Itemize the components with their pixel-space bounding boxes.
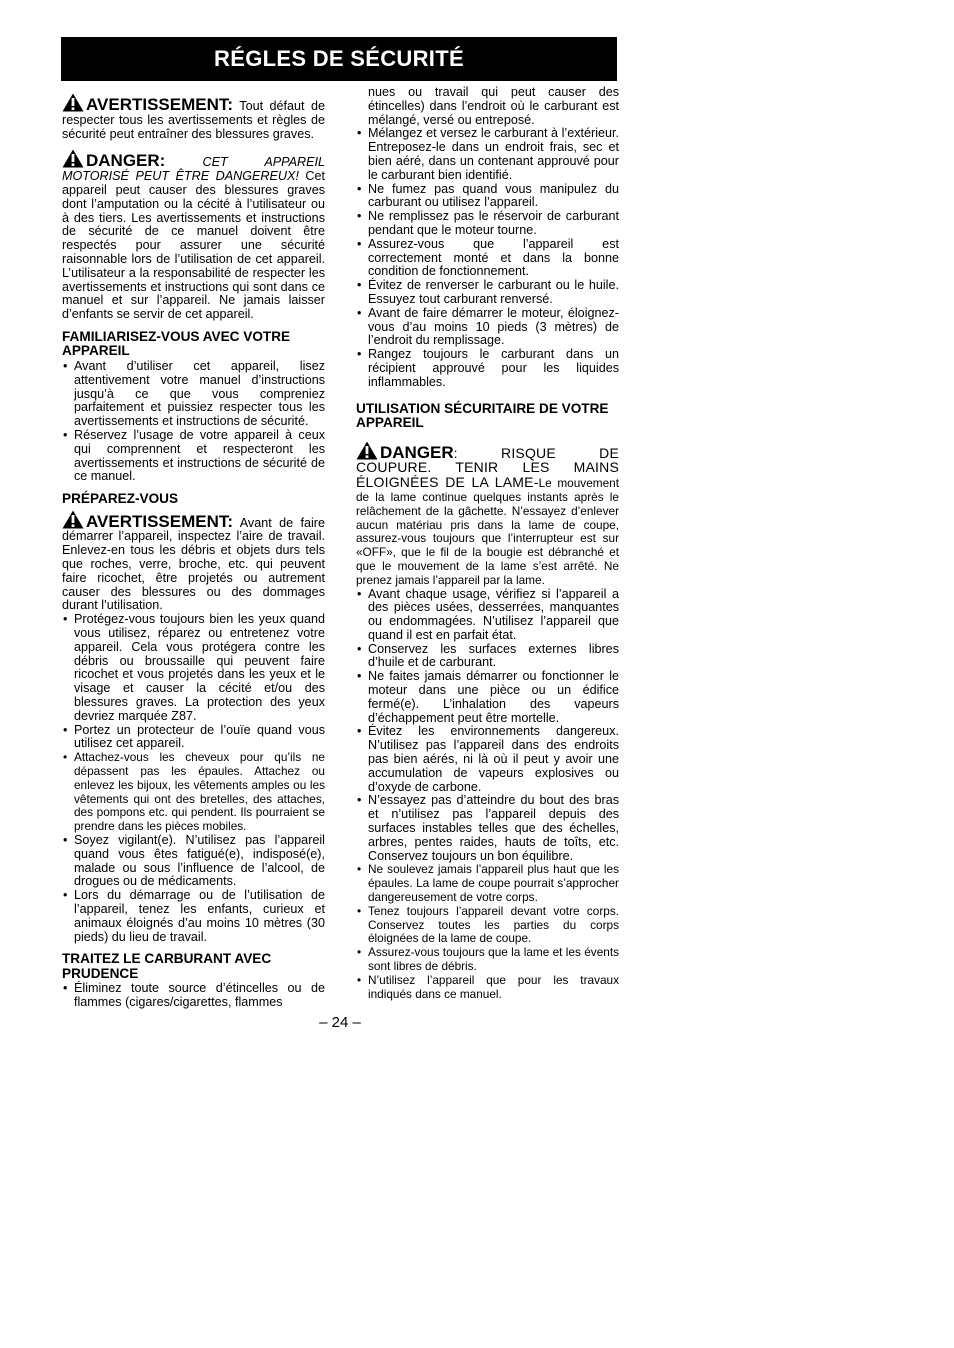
list-item: • Rangez toujours le carburant dans un récipient approuvé pour les liquides inflammables. — [356, 348, 619, 389]
heading-utilisation: UTILISATION SÉCURITAIRE DE VOTRE APPAREIL — [356, 400, 609, 431]
danger-triangle-icon — [356, 441, 378, 460]
list-item: • Avant d’utiliser cet appareil, lisez attentivement votre manuel d’instructions jusqu’à ce que vous compreniez parfaitement et puissiez respecter tous les avertissements et instructions de sécurité. — [62, 360, 325, 429]
list-item: • Ne remplissez pas le réservoir de carburant pendant que le moteur tourne. — [356, 210, 619, 238]
familiarisez-list — [62, 360, 325, 484]
danger-label: DANGER — [380, 442, 454, 462]
page-number: – 24 – — [319, 1014, 361, 1031]
heading-preparez: PRÉPAREZ-VOUS — [62, 491, 179, 507]
list-item: • Mélangez et versez le carburant à l’extérieur. Entreposez-le dans un endroit frais, sec et bien aéré, dans un contenant approuvé pour le carburant bien identifié. — [356, 127, 619, 182]
list-item: • Assurez-vous toujours que la lame et les évents sont libres de débris. — [356, 946, 619, 974]
danger-caps-text: : RISQUE DE COUPURE. TENIR LES MAINS ÉLOIGNÉES DE LA LAME- — [356, 444, 619, 491]
danger-triangle-icon — [62, 149, 84, 168]
list-item: • Assurez-vous que l’appareil est correctement monté et dans la bonne condition de fonctionnement. — [356, 238, 619, 279]
warning-label: AVERTISSEMENT: — [86, 511, 234, 531]
list-item: • Éliminez toute source d’étincelles ou de flammes (cigares/cigarettes, flammes — [62, 982, 325, 1010]
list-item: • Conservez les surfaces externes libres d’huile et de carburant. — [356, 643, 619, 671]
warning-triangle-icon — [62, 510, 84, 529]
warning-paragraph-2 — [62, 510, 325, 614]
warning-paragraph — [62, 93, 325, 141]
utilisation-list — [356, 588, 619, 1002]
list-item: • Tenez toujours l’appareil devant votre corps. Conservez toutes les parties du corps éloignées de la lame de coupe. — [356, 905, 619, 946]
list-item: • Attachez-vous les cheveux pour qu’ils ne dépassent pas les épaules. Attachez ou enlevez les bijoux, les vêtements amples ou les vêtements qui ont des bretelles, des attaches, des pompons etc. qui pendent. Ils pourraient se prendre dans les pièces mobiles. — [62, 751, 325, 834]
list-item: • Lors du démarrage ou de l’utilisation de l’appareil, tenez les enfants, curieux et animaux éloignés d’au moins 10 mètres (30 pieds) du lieu de travail. — [62, 889, 325, 944]
warning-text: Tout défaut de respecter tous les avertissements et règles de sécurité peut entraîner des blessures graves. — [62, 99, 326, 141]
heading-familiarisez: FAMILIARISEZ-VOUS AVEC VOTRE APPAREIL — [62, 328, 291, 359]
list-item: • Évitez de renverser le carburant ou le huile. Essuyez tout carburant renversé. — [356, 279, 619, 307]
carburant-list-start — [62, 982, 325, 1010]
warning-label: AVERTISSEMENT: — [86, 95, 234, 114]
list-item: • Évitez les environnements dangereux. N’utilisez pas l’appareil dans des endroits pas bien aérés, ni là où il peut y avoir une accumulation de vapeurs explosives ou d’oxyde de carbone. — [356, 725, 619, 794]
list-item: • N’utilisez l’appareil que pour les travaux indiqués dans ce manuel. — [356, 974, 619, 1002]
preparez-list — [62, 613, 325, 944]
danger-paragraph — [62, 149, 325, 322]
list-item: • Avant chaque usage, vérifiez si l’appareil a des pièces usées, desserrées, manquantes ou endommagées. N’utilisez l’appareil que quand il est en parfait état. — [356, 588, 619, 643]
list-item: • Ne faites jamais démarrer ou fonctionner le moteur dans une pièce ou un édifice fermé(e). L’inhalation des vapeurs d’échappement peut être mortelle. — [356, 670, 619, 725]
danger-text: Cet appareil peut causer des blessures graves dont l’amputation ou la cécité à l’utilisateur ou à des tiers. Les avertissements et instructions de sécurité de ce manuel doivent être respectés pour assurer une sécurité raisonnable lors de l’utilisation de cet appareil. L’utilisateur a la responsabilité de respecter les avertissements et instructions qui sont dans ce manuel et sur l’appareil. Ne jamais laisser d’enfants se servir de cet appareil. — [62, 169, 325, 322]
carburant-continued: nues ou travail qui peut causer des étincelles) dans l’endroit où le carburant est mélangé, versé ou entreposé. — [368, 85, 619, 127]
page-title-bar — [61, 37, 617, 81]
danger-label: DANGER: — [86, 151, 166, 171]
list-item: • Réservez l’usage de votre appareil à ceux qui comprennent et respecteront les avertissements et instructions de sécurité de ce manuel. — [62, 429, 325, 484]
list-item: • N’essayez pas d’atteindre du bout des bras et n’utilisez pas l’appareil depuis des surfaces instables telles que des échelles, arbres, pentes raides, hauts de toîts, etc. Conservez toujours un bon équilibre. — [356, 794, 619, 863]
list-item: • Avant de faire démarrer le moteur, éloignez-vous d’au moins 10 pieds (3 mètres) de l’endroit du remplissage. — [356, 307, 619, 348]
list-item: • Portez un protecteur de l’ouïe quand vous utilisez cet appareil. — [62, 724, 325, 752]
page-title: RÉGLES DE SÉCURITÉ — [214, 46, 464, 71]
list-item: • Protégez-vous toujours bien les yeux quand vous utilisez, réparez ou entretenez votre appareil. Cela vous protégera contre les débris ou broussaille qui peuvent faire ricochet et vous projetés dans les yeux et le visage et causer la cécité et/ou des blessures graves. La protection des yeux devriez marquée Z87. — [62, 613, 325, 723]
danger-paragraph-2 — [356, 441, 619, 588]
right-column — [356, 86, 619, 1001]
danger-italic-text: CET APPAREIL MOTORISÉ PEUT ÊTRE DANGEREUX! — [62, 155, 325, 184]
heading-carburant: TRAITEZ LE CARBURANT AVEC PRUDENCE — [62, 951, 272, 981]
list-item: • Ne soulevez jamais l’appareil plus haut que les épaules. La lame de coupe pourrait s’approcher dangereusement de votre corps. — [356, 863, 619, 904]
list-item: • Ne fumez pas quand vous manipulez du carburant ou utilisez l’appareil. — [356, 183, 619, 211]
warning-text: Avant de faire démarrer l’appareil, inspectez l’aire de travail. Enlevez-en tous les débris et objets durs tels que roches, verre, broche, etc. qui peuvent faire ricochet, être projetés ou autrement causer des blessures ou des dommages durant l’utilisation. — [62, 515, 326, 613]
warning-triangle-icon — [62, 93, 84, 112]
list-item: • Soyez vigilant(e). N’utilisez pas l’appareil quand vous êtes fatigué(e), indisposé(e), malade ou sous l’influence de l’alcool, de drogues ou de médicaments. — [62, 834, 325, 889]
danger-text: Le mouvement de la lame continue quelques instants après le relâchement de la gâchette. N’essayez d’enlever aucun matériau pris dans la lame de coupe, assurez-vous toujours que l’interrupteur est sur «OFF», que le fil de la bougie est débranché et que le mouvement de la lame s’est arrêté. Ne prenez jamais l’appareil par la lame. — [356, 476, 619, 587]
left-column — [62, 90, 325, 1010]
carburant-list — [356, 127, 619, 389]
